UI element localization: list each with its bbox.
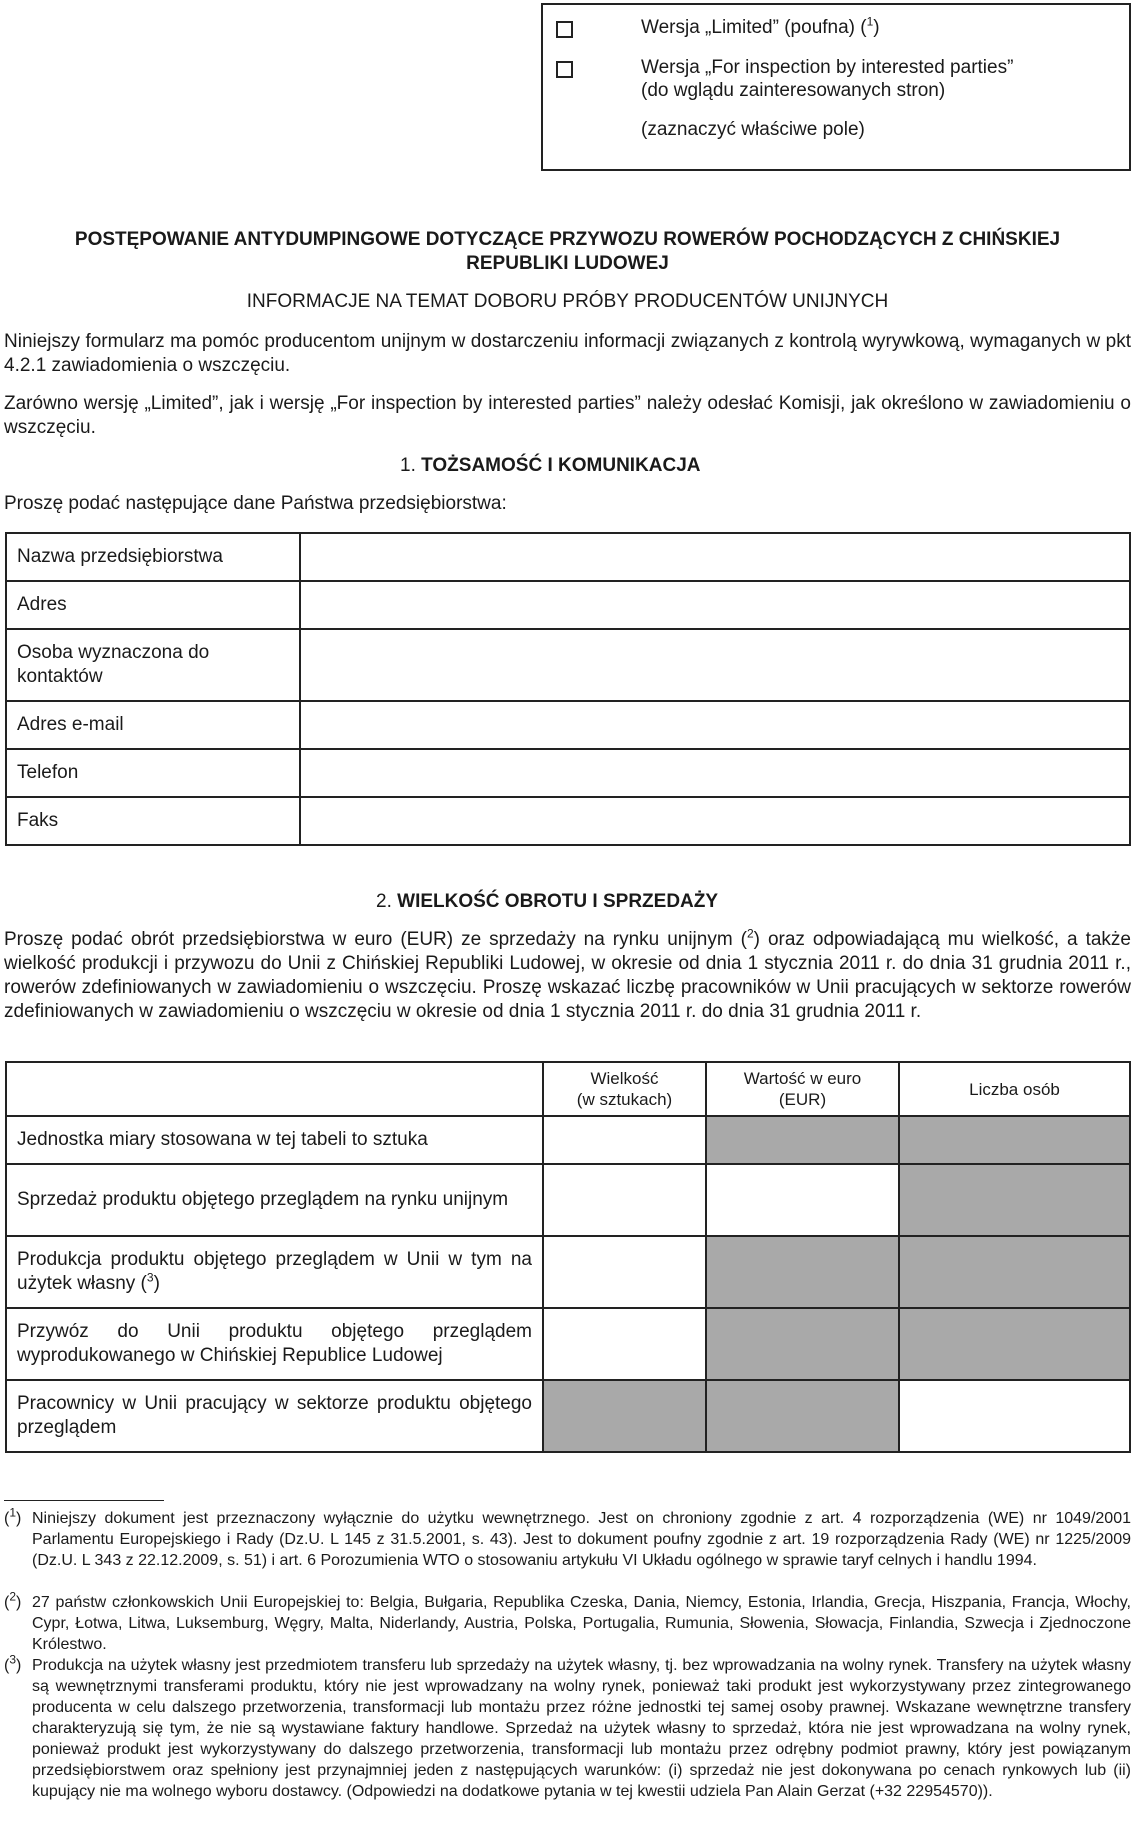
fax-label: Faks bbox=[6, 797, 300, 845]
unit-value-cell bbox=[706, 1116, 899, 1164]
value-header: Wartość w euro (EUR) bbox=[706, 1062, 899, 1116]
inspection-checkbox[interactable] bbox=[556, 61, 573, 78]
imports-row-label: Przywóz do Unii produktu objętego przeglądem wyprodukowanego w Chińskiej Republice Ludowej bbox=[6, 1308, 543, 1380]
contact-person-label: Osoba wyznaczona do kontaktów bbox=[6, 629, 300, 701]
table-row bbox=[6, 1116, 1130, 1164]
sales-row-label: Sprzedaż produktu objętego przeglądem na rynku unijnym bbox=[6, 1164, 543, 1236]
email-label: Adres e-mail bbox=[6, 701, 300, 749]
table-row bbox=[6, 1236, 1130, 1308]
sales-value-cell[interactable] bbox=[706, 1164, 899, 1236]
employees-value-cell bbox=[706, 1380, 899, 1452]
section2-heading: 2. WIELKOŚĆ OBROTU I SPRZEDAŻY bbox=[376, 891, 719, 912]
checkbox-instruction: (zaznaczyć właściwe pole) bbox=[641, 119, 865, 140]
table-row bbox=[6, 701, 1130, 749]
quantity-header: Wielkość (w sztukach) bbox=[543, 1062, 706, 1116]
page-subtitle: INFORMACJE NA TEMAT DOBORU PRÓBY PRODUCENTÓW UNIJNYCH bbox=[246, 291, 889, 312]
company-identity-table bbox=[5, 532, 1131, 846]
section1-instruction: Proszę podać następujące dane Państwa przedsiębiorstwa: bbox=[4, 493, 507, 514]
send-paragraph: Zarówno wersję „Limited”, jak i wersję „For inspection by interested parties” należy odesłać Komisji, jak określono w zawiadomieniu o wszczęciu. bbox=[4, 393, 1131, 438]
intro-paragraph: Niniejszy formularz ma pomóc producentom unijnym w dostarczeniu informacji związanych z kontrolą wyrywkową, wymaganych w pkt 4.2.1 zawiadomienia o wszczęciu. bbox=[4, 331, 1131, 376]
company-name-label: Nazwa przedsiębiorstwa bbox=[6, 533, 300, 581]
table-row bbox=[6, 533, 1130, 581]
contact-person-field[interactable] bbox=[300, 629, 1130, 701]
imports-persons-cell bbox=[899, 1308, 1130, 1380]
unit-persons-cell bbox=[899, 1116, 1130, 1164]
table-row bbox=[6, 797, 1130, 845]
imports-quantity-cell[interactable] bbox=[543, 1308, 706, 1380]
table-row bbox=[6, 1380, 1130, 1452]
inspection-version-label: Wersja „For inspection by interested parties” (do wglądu zainteresowanych stron) bbox=[641, 57, 1014, 101]
production-quantity-cell[interactable] bbox=[543, 1236, 706, 1308]
footnote-3: ($^3$) Produkcja na użytek własny jest przedmiotem transferu lub sprzedaży na użytek własny, tj. bez wprowadzania na wolny rynek. Transfery na użytek własny są wewnętrznymi transferami produktu, który nie jest wprowadzany na wolny rynek, ponieważ taki produkt jest wykorzystywany przez zintegrowanego producenta w celu dalszego przetworzenia, transformacji lub montażu przez różne jednostki tej samej osoby prawnej. Wskazane wewnętrzne transfery charakteryzują się tym, że nie są wystawiane faktury handlowe. Sprzedaż na użytek własny to sprzedaż, która nie jest wprowadzana na wolny rynek, ponieważ produkt jest wykorzystywany do dalszego przetworzenia, transformacji lub montażu przez odrębny podmiot prawny, który jest powiązanym przedsiębiorstwem oraz spełniony jest przynajmniej jeden z następujących warunków: (i) sprzedaż nie jest dokonywana po cenach rynkowych lub (ii) kupujący nie ma wolnego wyboru dostawcy. (Odpowiedzi na dodatkowe pytania w tej kwestii udziela Pan Alain Gerzat (+32 22954570)). bbox=[4, 1652, 1131, 1800]
limited-checkbox[interactable] bbox=[556, 21, 573, 38]
version-box bbox=[541, 3, 1131, 171]
table-row bbox=[6, 1062, 1130, 1116]
header-empty-cell bbox=[6, 1062, 543, 1116]
production-row-label: Produkcja produktu objętego przeglądem w Unii w tym na użytek własny ($^3$) bbox=[6, 1236, 543, 1308]
section2-instruction: Proszę podać obrót przedsiębiorstwa w euro (EUR) ze sprzedaży na rynku unijnym ($^2$) oraz odpowiadającą mu wielkość, a także wielkość produkcji i przywozu do Unii z Chińskiej Republiki Ludowej, w okresie od dnia 1 stycznia 2011 r. do dnia 31 grudnia 2011 r., rowerów zdefiniowanych w zawiadomieniu o wszczęciu. Proszę wskazać liczbę pracowników w Unii pracujących w sektorze rowerów zdefiniowanych w zawiadomieniu o wszczęciu w okresie od dnia 1 stycznia 2011 r. do dnia 31 grudnia 2011 r. bbox=[4, 926, 1131, 1022]
phone-label: Telefon bbox=[6, 749, 300, 797]
fax-field[interactable] bbox=[300, 797, 1130, 845]
table-row bbox=[6, 629, 1130, 701]
table-row bbox=[6, 1164, 1130, 1236]
sales-quantity-cell[interactable] bbox=[543, 1164, 706, 1236]
page-title: POSTĘPOWANIE ANTYDUMPINGOWE DOTYCZĄCE PRZYWOZU ROWERÓW POCHODZĄCYCH Z CHIŃSKIEJ REPUBLIKI LUDOWEJ bbox=[74, 229, 1061, 274]
employees-persons-cell[interactable] bbox=[899, 1380, 1130, 1452]
company-name-field[interactable] bbox=[300, 533, 1130, 581]
employees-quantity-cell bbox=[543, 1380, 706, 1452]
production-persons-cell bbox=[899, 1236, 1130, 1308]
table-row bbox=[6, 749, 1130, 797]
section1-heading: 1. TOŻSAMOŚĆ I KOMUNIKACJA bbox=[400, 455, 701, 476]
unit-row-label: Jednostka miary stosowana w tej tabeli to sztuka bbox=[6, 1116, 543, 1164]
footnote-2: ($^2$) 27 państw członkowskich Unii Europejskiej to: Belgia, Bułgaria, Republika Czeska, Dania, Niemcy, Estonia, Irlandia, Grecja, Hiszpania, Francja, Włochy, Cypr, Łotwa, Litwa, Luksemburg, Węgry, Malta, Niderlandy, Austria, Polska, Portugalia, Rumunia, Słowenia, Słowacja, Finlandia, Szwecja i Zjednoczone Królestwo. bbox=[4, 1589, 1131, 1653]
phone-field[interactable] bbox=[300, 749, 1130, 797]
table-row bbox=[6, 1308, 1130, 1380]
footnote-divider bbox=[4, 1500, 164, 1501]
imports-value-cell bbox=[706, 1308, 899, 1380]
email-field[interactable] bbox=[300, 701, 1130, 749]
unit-quantity-cell[interactable] bbox=[543, 1116, 706, 1164]
footnote-1: ($^1$) Niniejszy dokument jest przeznaczony wyłącznie do użytku wewnętrznego. Jest on chroniony zgodnie z art. 4 rozporządzenia (WE) nr 1049/2001 Parlamentu Europejskiego i Rady (Dz.U. L 145 z 31.5.2001, s. 43). Jest to dokument poufny zgodnie z art. 19 rozporządzenia Rady (WE) nr 1225/2009 (Dz.U. L 343 z 22.12.2009, s. 51) i art. 6 Porozumienia WTO o stosowaniu artykułu VI Układu ogólnego w sprawie taryf celnych i handlu 1994. bbox=[4, 1505, 1131, 1569]
employees-row-label: Pracownicy w Unii pracujący w sektorze produktu objętego przeglądem bbox=[6, 1380, 543, 1452]
address-field[interactable] bbox=[300, 581, 1130, 629]
persons-header: Liczba osób bbox=[899, 1062, 1130, 1116]
sales-volume-table bbox=[5, 1061, 1131, 1453]
sales-persons-cell bbox=[899, 1164, 1130, 1236]
address-label: Adres bbox=[6, 581, 300, 629]
production-value-cell bbox=[706, 1236, 899, 1308]
table-row bbox=[6, 581, 1130, 629]
limited-version-label: Wersja „Limited” (poufna) ($^1$) bbox=[641, 14, 880, 38]
